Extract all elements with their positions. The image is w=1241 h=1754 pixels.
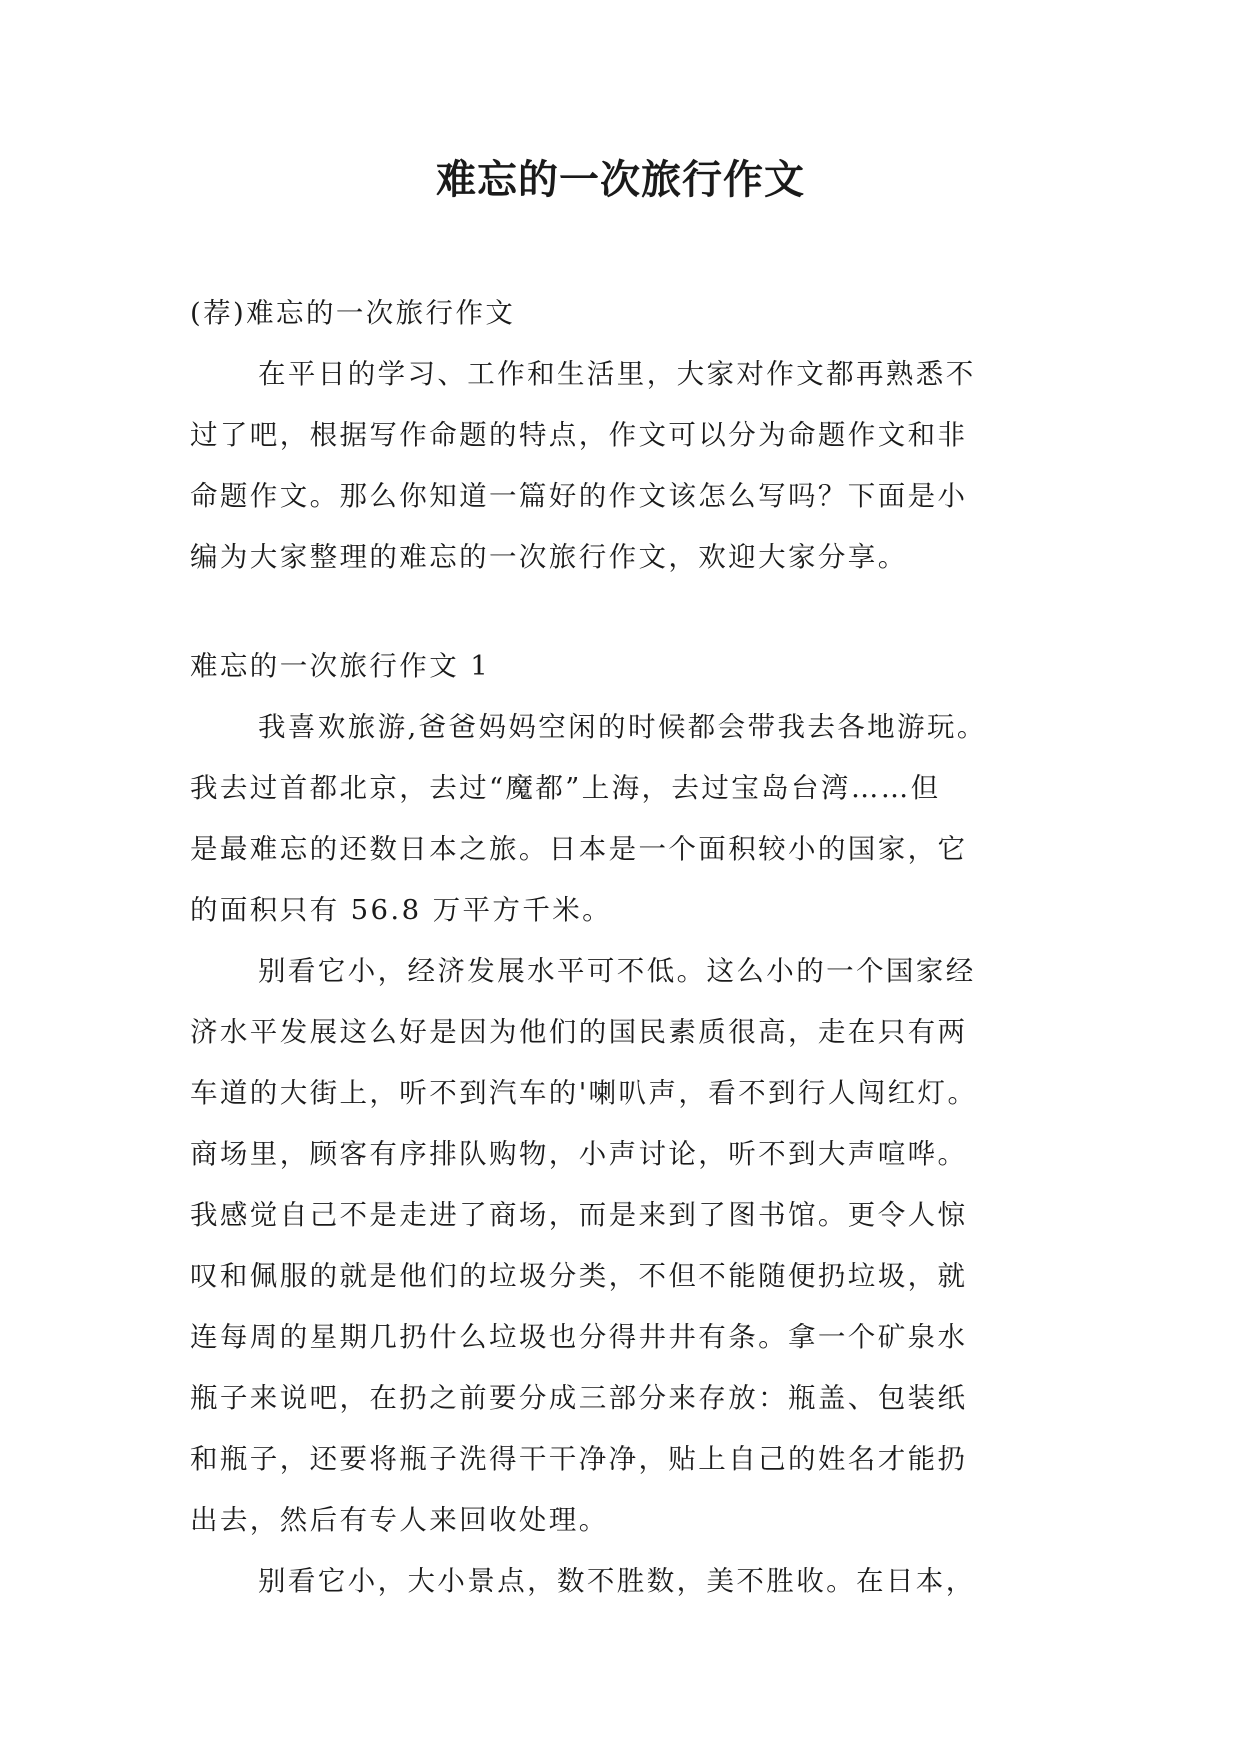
paragraph-line: 和瓶子，还要将瓶子洗得干干净净，贴上自己的姓名才能扔 [190,1443,968,1475]
intro-line: 命题作文。那么你知道一篇好的作文该怎么写吗？下面是小 [190,480,968,512]
body-paragraph-1 [190,697,1050,941]
paragraph-line: 出去，然后有专人来回收处理。 [190,1504,609,1536]
intro-line: 过了吧，根据写作命题的特点，作文可以分为命题作文和非 [190,419,968,451]
paragraph-line: 瓶子来说吧，在扔之前要分成三部分来存放：瓶盖、包装纸 [190,1382,968,1414]
paragraph-line: 我感觉自己不是走进了商场，而是来到了图书馆。更令人惊 [190,1199,968,1231]
paragraph-line: 我喜欢旅游,爸爸妈妈空闲的时候都会带我去各地游玩。 [258,711,987,743]
section-heading: 难忘的一次旅行作文 1 [190,650,491,682]
paragraph-line: 商场里，顾客有序排队购物，小声讨论，听不到大声喧哗。 [190,1138,968,1170]
body-paragraph-3 [190,1551,1050,1612]
document-subtitle: (荐)难忘的一次旅行作文 [190,297,516,329]
intro-paragraph [190,344,1050,588]
intro-line: 在平日的学习、工作和生活里，大家对作文都再熟悉不 [258,358,976,390]
paragraph-line: 车道的大街上，听不到汽车的'喇叭声，看不到行人闯红灯。 [190,1077,978,1109]
paragraph-line: 叹和佩服的就是他们的垃圾分类，不但不能随便扔垃圾，就 [190,1260,968,1292]
paragraph-line: 是最难忘的还数日本之旅。日本是一个面积较小的国家，它 [190,833,968,865]
paragraph-line: 济水平发展这么好是因为他们的国民素质很高，走在只有两 [190,1016,968,1048]
intro-line: 编为大家整理的难忘的一次旅行作文，欢迎大家分享。 [190,541,908,573]
paragraph-line: 连每周的星期几扔什么垃圾也分得井井有条。拿一个矿泉水 [190,1321,968,1353]
paragraph-spacer [190,588,1050,636]
document-body [190,283,1050,1612]
paragraph-line: 别看它小，大小景点，数不胜数，美不胜收。在日本， [258,1565,976,1597]
paragraph-line: 的面积只有 56.8 万平方千米。 [190,894,613,926]
paragraph-line: 别看它小，经济发展水平可不低。这么小的一个国家经 [258,955,976,987]
paragraph-line: 我去过首都北京，去过“魔都”上海，去过宝岛台湾……但 [190,772,941,804]
document-title: 难忘的一次旅行作文 [436,156,805,203]
body-paragraph-2 [190,941,1050,1551]
